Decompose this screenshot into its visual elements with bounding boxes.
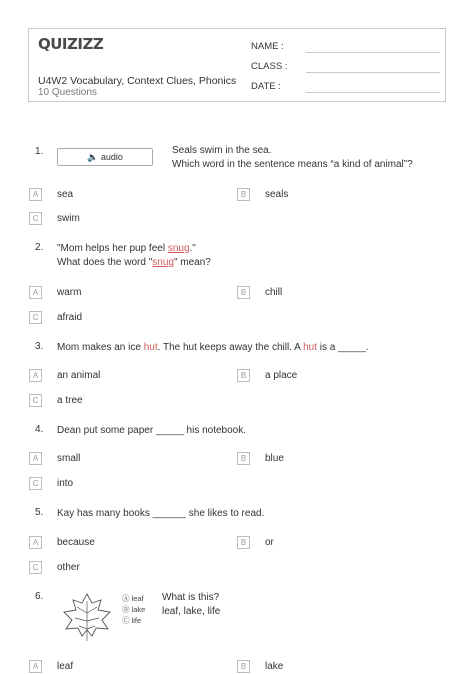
text-part: Mom makes an ice bbox=[57, 342, 144, 353]
question-text: Dean put some paper _____ his notebook. bbox=[57, 425, 247, 436]
audio-button[interactable] bbox=[57, 148, 153, 166]
text-part: " mean? bbox=[173, 257, 211, 268]
text-part: ." bbox=[189, 243, 196, 254]
option-text: into bbox=[57, 478, 74, 489]
option-text: afraid bbox=[57, 312, 83, 323]
option-text: sea bbox=[57, 189, 74, 200]
class-line bbox=[306, 72, 440, 73]
speaker-icon: 🔈 bbox=[87, 152, 99, 162]
question-number: 4. bbox=[35, 424, 44, 435]
highlighted-word: hut bbox=[143, 342, 158, 353]
worksheet-header bbox=[28, 28, 446, 102]
option-letter-box: A bbox=[29, 536, 42, 549]
option-letter-box: B bbox=[237, 536, 250, 549]
option-text: lake bbox=[265, 661, 284, 672]
option-letter-box: B bbox=[237, 660, 250, 673]
option-text: small bbox=[57, 453, 81, 464]
name-field[interactable] bbox=[251, 41, 284, 52]
question-number: 6. bbox=[35, 591, 44, 602]
question-text bbox=[57, 242, 211, 270]
question-line: leaf, lake, life bbox=[162, 606, 221, 617]
date-label: DATE : bbox=[251, 81, 281, 92]
option-letter-box: C bbox=[29, 394, 42, 407]
option-letter-box: B bbox=[237, 286, 250, 299]
question-line: Seals swim in the sea. bbox=[172, 145, 272, 156]
option-text: warm bbox=[57, 287, 82, 298]
date-field[interactable] bbox=[251, 81, 281, 92]
option-text: an animal bbox=[57, 370, 101, 381]
option-text: because bbox=[57, 537, 95, 548]
question-line: Which word in the sentence means “a kind of animal”? bbox=[172, 159, 413, 170]
option-letter-box: C bbox=[29, 477, 42, 490]
leaf-image bbox=[57, 591, 117, 646]
option-letter-box: A bbox=[29, 452, 42, 465]
name-line bbox=[306, 52, 440, 53]
worksheet-title: U4W2 Vocabulary, Context Clues, Phonics bbox=[38, 75, 237, 87]
option-text: a place bbox=[265, 370, 298, 381]
question-line bbox=[57, 256, 211, 270]
option-text: or bbox=[265, 537, 274, 548]
option-text: a tree bbox=[57, 395, 83, 406]
option-letter-box: B bbox=[237, 188, 250, 201]
image-legend-item: Ⓐ leaf bbox=[122, 594, 144, 603]
text-part: is a _____. bbox=[316, 342, 369, 353]
question-line bbox=[57, 242, 211, 256]
image-legend-item: Ⓑ lake bbox=[122, 605, 146, 614]
option-letter-box: A bbox=[29, 188, 42, 201]
quizizz-logo: QUIZIZZ bbox=[38, 35, 104, 53]
question-text bbox=[172, 144, 413, 172]
text-part: What does the word " bbox=[57, 257, 153, 268]
class-field[interactable] bbox=[251, 61, 287, 72]
question-text bbox=[162, 591, 220, 619]
question-count: 10 Questions bbox=[38, 87, 97, 98]
option-text: swim bbox=[57, 213, 80, 224]
option-text: leaf bbox=[57, 661, 74, 672]
date-line bbox=[306, 92, 440, 93]
option-letter-box: C bbox=[29, 311, 42, 324]
option-text: blue bbox=[265, 453, 284, 464]
option-letter-box: C bbox=[29, 212, 42, 225]
highlighted-word: snug bbox=[152, 257, 174, 268]
option-letter-box: A bbox=[29, 660, 42, 673]
question-number: 5. bbox=[35, 507, 44, 518]
option-text: seals bbox=[265, 189, 289, 200]
text-part: "Mom helps her pup feel bbox=[57, 243, 168, 254]
option-text: chill bbox=[265, 287, 283, 298]
audio-label: audio bbox=[100, 152, 123, 162]
option-text: other bbox=[57, 562, 80, 573]
option-letter-box: A bbox=[29, 369, 42, 382]
highlighted-word: hut bbox=[303, 342, 317, 353]
highlighted-word: snug bbox=[167, 243, 190, 254]
question-text bbox=[57, 341, 369, 355]
question-number: 2. bbox=[35, 242, 44, 253]
question-text: Kay has many books ______ she likes to read. bbox=[57, 508, 265, 519]
question-number: 3. bbox=[35, 341, 44, 352]
name-label: NAME : bbox=[251, 41, 284, 52]
text-part: . The hut keeps away the chill. A bbox=[157, 342, 304, 353]
image-legend-item: Ⓒ life bbox=[122, 616, 142, 625]
option-letter-box: A bbox=[29, 286, 42, 299]
question-line: What is this? bbox=[162, 592, 220, 603]
class-label: CLASS : bbox=[251, 61, 288, 72]
option-letter-box: B bbox=[237, 452, 250, 465]
option-letter-box: C bbox=[29, 561, 42, 574]
option-letter-box: B bbox=[237, 369, 250, 382]
question-number: 1. bbox=[35, 146, 44, 157]
